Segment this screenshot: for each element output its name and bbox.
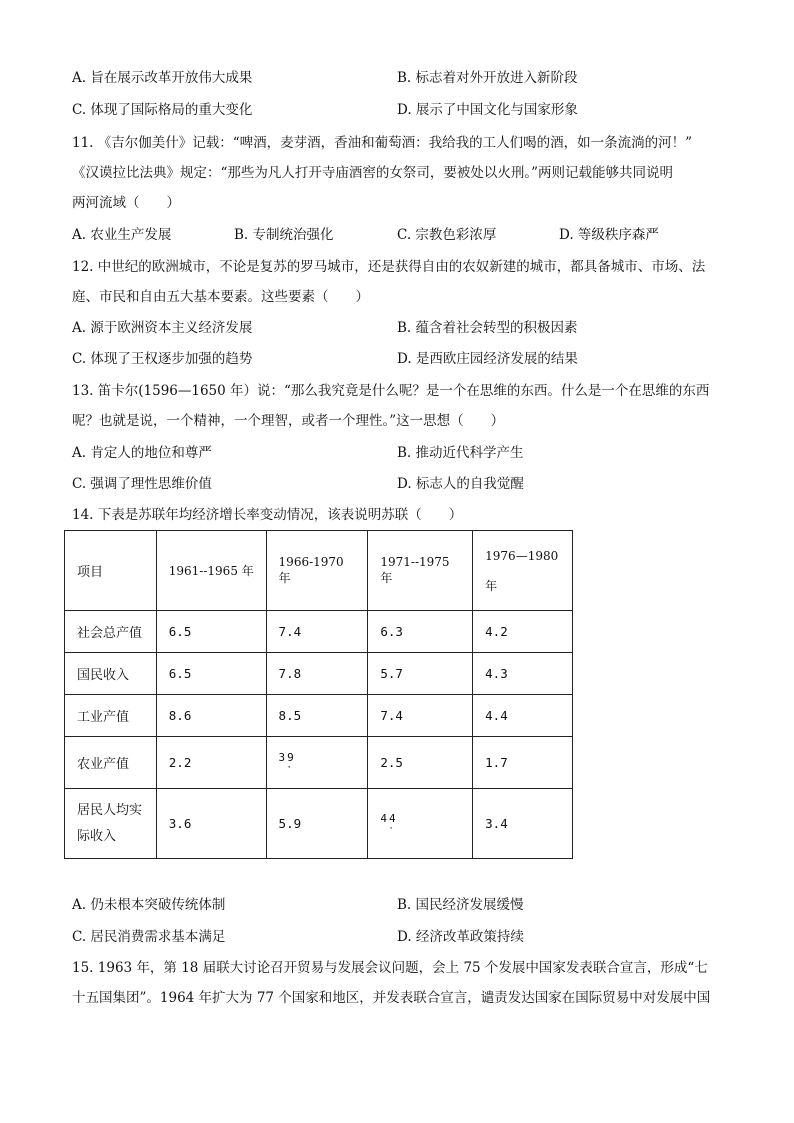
row-label [65,789,157,859]
header-1976-1980-line1: 1976—1980 [485,548,559,563]
header-1961-1965: 1961--1965 年 [156,531,266,611]
q11-option-c: C. 宗教色彩浓厚 [397,227,497,243]
cell-value: 2.2 [156,737,266,789]
q14-option-c: C. 居民消费需求基本满足 [72,929,226,945]
cell-value: 44 · [368,789,473,859]
q14-option-d: D. 经济改革政策持续 [397,929,524,945]
cell-value: 3.4 [473,789,573,859]
q12-option-c: C. 体现了王权逐步加强的趋势 [72,351,253,367]
cell-value: 2.5 [368,737,473,789]
q11-stem-line3: 两河流域（ ） [72,195,180,211]
row-label-line2: 际收入 [77,828,117,844]
glitch-value: 44 [380,812,398,825]
cell-value: 8.6 [156,695,266,737]
row-label: 农业产值 [65,737,157,789]
row-label-line1: 居民人均实 [77,802,143,818]
cell-value: 8.5 [266,695,368,737]
header-item: 项目 [65,531,157,611]
q14-stem: 14. 下表是苏联年均经济增长率变动情况，该表说明苏联（ ） [72,507,463,523]
cell-value: 6.3 [368,611,473,653]
cell-value: 7.4 [266,611,368,653]
q15-stem-line2: 十五国集团”。1964 年扩大为 77 个国家和地区，并发表联合宣言，谴责发达国家在国际贸易中对发展中国 [72,990,711,1006]
q12-option-a: A. 源于欧洲资本主义经济发展 [72,320,253,336]
table-row [65,737,573,789]
q13-option-b: B. 推动近代科学产生 [397,445,524,461]
q11-option-d: D. 等级秩序森严 [559,227,659,243]
q11-option-a: A. 农业生产发展 [72,227,172,243]
q12-stem-line2: 庭、市民和自由五大基本要素。这些要素（ ） [72,289,369,305]
cell-value: 7.8 [266,653,368,695]
cell-value: 4.4 [473,695,573,737]
cell-value: 1.7 [473,737,573,789]
header-1976-1980-line2: 年 [485,578,498,593]
cell-value: 6.5 [156,653,266,695]
table-header-row [65,531,573,611]
q15-stem-line1: 15. 1963 年，第 18 届联大讨论召开贸易与发展会议问题，会上 75 个发展中国家发表联合宣言，形成“七 [72,960,708,976]
cell-value: 5.7 [368,653,473,695]
cell-value: 4.3 [473,653,573,695]
q12-stem-line1: 12. 中世纪的欧洲城市，不论是复苏的罗马城市，还是获得自由的农奴新建的城市，都具备城市、市场、法 [72,259,706,275]
q13-stem-line2: 呢？也就是说，一个精神，一个理智，或者一个理性。”这一思想（ ） [72,413,505,429]
q12-option-d: D. 是西欧庄园经济发展的结果 [397,351,578,367]
cell-value: 7.4 [368,695,473,737]
cell-value: 5.9 [266,789,368,859]
cell-value: 3.6 [156,789,266,859]
cell-value: 6.5 [156,611,266,653]
row-label: 社会总产值 [65,611,157,653]
glitch-value: 39 [278,751,296,764]
q11-stem-line1: 11. 《吉尔伽美什》记载：“啤酒，麦芽酒，香油和葡萄酒：我给我的工人们喝的酒，如一条流淌的河！” [72,135,693,151]
q13-option-a: A. 肯定人的地位和尊严 [72,445,212,461]
q10-option-b: B. 标志着对外开放进入新阶段 [397,70,578,86]
q14-option-a: A. 仍未根本突破传统体制 [72,897,226,913]
row-label: 国民收入 [65,653,157,695]
soviet-growth-table [64,530,573,859]
q11-option-b: B. 专制统治强化 [234,227,334,243]
cell-value: 4.2 [473,611,573,653]
q10-option-c: C. 体现了国际格局的重大变化 [72,102,253,118]
q13-option-d: D. 标志人的自我觉醒 [397,476,524,492]
table-row [65,695,573,737]
table-row [65,611,573,653]
table-row [65,653,573,695]
header-1971-1975: 1971--1975 年 [368,531,473,611]
q13-stem-line1: 13. 笛卡尔(1596—1650 年）说：“那么我究竟是什么呢？是一个在思维的东西。什么是一个在思维的东西 [72,383,710,399]
q10-option-a: A. 旨在展示改革开放伟大成果 [72,70,253,86]
cell-value: 39 · [266,737,368,789]
header-1976-1980 [473,531,573,611]
header-1966-1970: 1966-1970 年 [266,531,368,611]
row-label: 工业产值 [65,695,157,737]
q10-option-d: D. 展示了中国文化与国家形象 [397,102,578,118]
q11-stem-line2: 《汉谟拉比法典》规定：“那些为凡人打开寺庙酒窖的女祭司，要被处以火刑。”两则记载能够共同说明 [72,165,674,181]
table-row [65,789,573,859]
q14-option-b: B. 国民经济发展缓慢 [397,897,524,913]
q12-option-b: B. 蕴含着社会转型的积极因素 [397,320,578,336]
q13-option-c: C. 强调了理性思维价值 [72,476,212,492]
